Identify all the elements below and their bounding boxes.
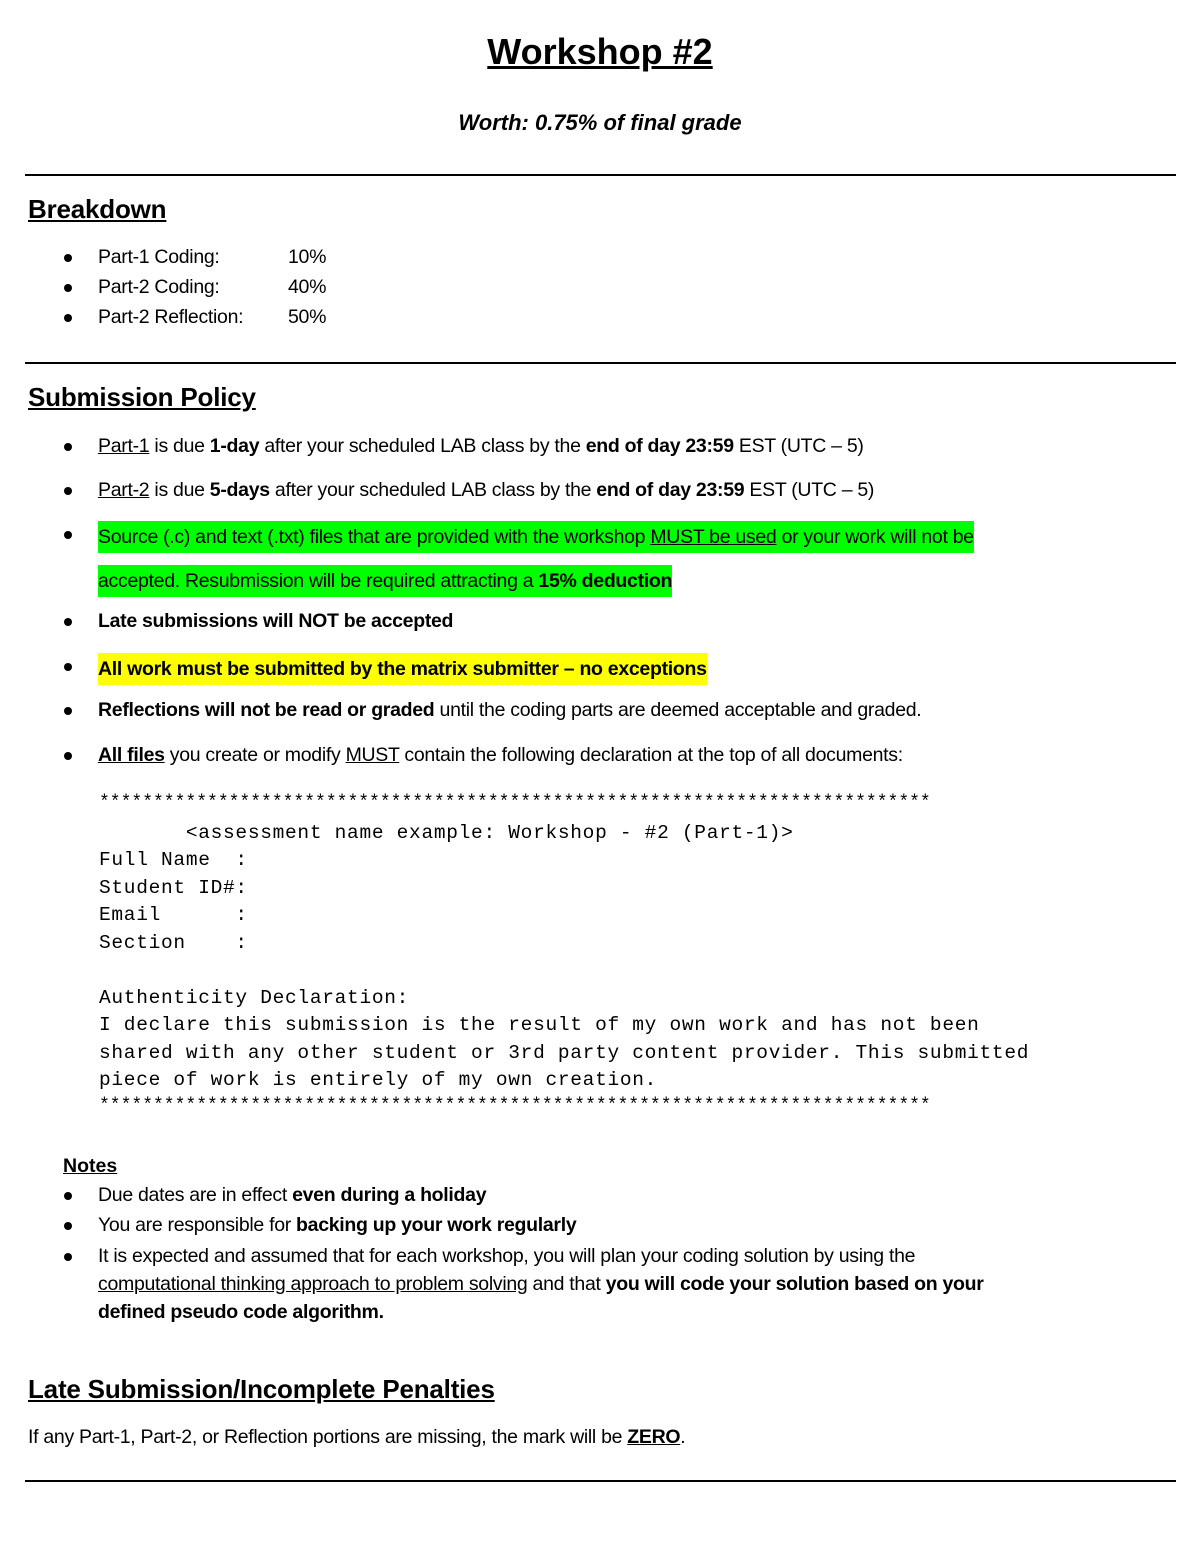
declaration-section: Section : — [99, 932, 248, 954]
bullet-icon — [64, 663, 72, 671]
penalties-text — [28, 1424, 685, 1450]
text-run: EST (UTC – 5) — [733, 435, 864, 457]
text-run: you create or modify — [164, 744, 346, 766]
text-run: computational thinking approach to problem solving — [98, 1273, 528, 1295]
text-run: If any Part-1, Part-2, or Reflection portions are missing, the mark will be — [28, 1426, 628, 1448]
note-text: It is expected and assumed that for each workshop, you will plan your coding solution by using the — [98, 1245, 916, 1267]
text-run: 15% deduction — [538, 570, 673, 592]
text-run: 1-day — [209, 435, 260, 457]
text-run: end of day 23:59 — [585, 435, 734, 457]
declaration-auth-line: shared with any other student or 3rd party content provider. This submitted — [99, 1042, 1030, 1064]
text-run: . — [680, 1426, 686, 1448]
text-run: until the coding parts are deemed acceptable and graded. — [434, 699, 922, 721]
bullet-icon — [64, 752, 72, 760]
text-run: after your scheduled LAB class by the — [259, 435, 586, 457]
text-run: is due — [149, 435, 210, 457]
text-run: All files — [98, 744, 165, 766]
breakdown-value: 10% — [288, 246, 327, 268]
note-text — [98, 1182, 486, 1208]
bullet-icon — [64, 487, 72, 495]
declaration-full-name: Full Name : — [99, 849, 248, 871]
bullet-icon — [64, 618, 72, 626]
policy-text: All work must be submitted by the matrix submitter – no exceptions — [98, 653, 707, 685]
note-text: defined pseudo code algorithm. — [98, 1301, 384, 1323]
notes-heading: Notes — [63, 1155, 118, 1177]
penalties-heading: Late Submission/Incomplete Penalties — [28, 1374, 495, 1404]
declaration-student-id: Student ID#: — [99, 877, 248, 899]
text-run: You are responsible for — [98, 1214, 297, 1236]
bullet-icon — [64, 314, 72, 322]
divider — [25, 362, 1176, 364]
text-run: is due — [149, 479, 210, 501]
policy-text — [98, 697, 921, 723]
declaration-auth-heading: Authenticity Declaration: — [99, 987, 410, 1009]
page-title: Workshop #2 — [487, 31, 713, 72]
declaration-email: Email : — [99, 904, 248, 926]
text-run: accepted. Resubmission will be required attracting a — [98, 570, 539, 592]
declaration-stars-bottom: ***************************************************************************** — [99, 1096, 931, 1116]
bullet-icon — [64, 1192, 72, 1200]
policy-text — [98, 565, 672, 597]
bullet-icon — [64, 443, 72, 451]
worth-subtitle: Worth: 0.75% of final grade — [458, 110, 742, 135]
text-run: MUST — [345, 744, 400, 766]
text-run: EST (UTC – 5) — [744, 479, 875, 501]
breakdown-heading: Breakdown — [28, 194, 167, 224]
text-run: or your work will not be — [776, 526, 974, 548]
breakdown-value: 40% — [288, 276, 327, 298]
bullet-icon — [64, 254, 72, 262]
part1-ref: Part-1 — [98, 435, 150, 457]
text-run: backing up your work regularly — [296, 1214, 577, 1236]
declaration-auth-line: I declare this submission is the result of my own work and has not been — [99, 1014, 980, 1036]
policy-text — [98, 433, 864, 459]
policy-text: Late submissions will NOT be accepted — [98, 610, 454, 632]
text-run: after your scheduled LAB class by the — [269, 479, 597, 501]
note-text — [98, 1271, 984, 1297]
bullet-icon — [64, 1253, 72, 1261]
bullet-icon — [64, 1222, 72, 1230]
zero-emphasis: ZERO — [627, 1426, 681, 1448]
breakdown-label: Part-2 Reflection: — [98, 306, 244, 328]
breakdown-value: 50% — [288, 306, 327, 328]
bullet-icon — [64, 531, 72, 539]
text-run: Source (.c) and text (.txt) files that are provided with the workshop — [98, 526, 651, 548]
breakdown-label: Part-2 Coding: — [98, 276, 220, 298]
divider — [25, 174, 1176, 176]
bullet-icon — [64, 284, 72, 292]
submission-policy-heading: Submission Policy — [28, 382, 256, 412]
note-text — [98, 1212, 576, 1238]
text-run: and that — [527, 1273, 606, 1295]
breakdown-label: Part-1 Coding: — [98, 246, 220, 268]
text-run: Reflections will not be read or graded — [98, 699, 435, 721]
text-run: MUST be used — [650, 526, 777, 548]
part2-ref: Part-2 — [98, 479, 150, 501]
declaration-assessment: <assessment name example: Workshop - #2 (Part-1)> — [99, 822, 794, 844]
text-run: 5-days — [209, 479, 270, 501]
policy-text — [98, 477, 874, 503]
bullet-icon — [64, 707, 72, 715]
text-run: even during a holiday — [292, 1184, 487, 1206]
text-run: end of day 23:59 — [596, 479, 745, 501]
policy-text — [98, 521, 974, 553]
divider — [25, 1480, 1176, 1482]
declaration-auth-line: piece of work is entirely of my own creation. — [99, 1069, 658, 1091]
policy-text — [98, 742, 903, 768]
text-run: Due dates are in effect — [98, 1184, 293, 1206]
declaration-stars-top: ***************************************************************************** — [99, 793, 931, 813]
text-run: you will code your solution based on your — [605, 1273, 984, 1295]
text-run: contain the following declaration at the top of all documents: — [399, 744, 903, 766]
